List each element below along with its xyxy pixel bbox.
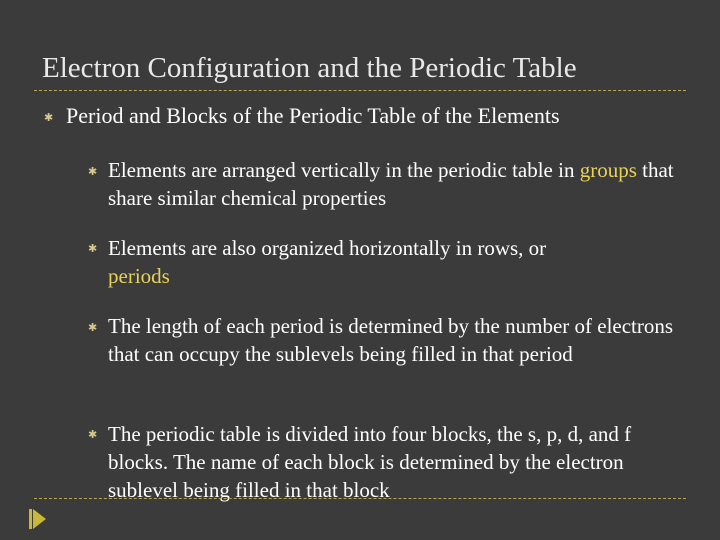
bullet-dot-icon: ✱ bbox=[88, 321, 98, 334]
next-slide-arrow-icon[interactable] bbox=[33, 509, 46, 529]
title-divider bbox=[34, 90, 686, 91]
bullet-dot-icon: ✱ bbox=[88, 428, 98, 441]
bullet-groups bbox=[108, 156, 683, 212]
next-slide-bar-icon[interactable] bbox=[29, 509, 32, 529]
bullet-dot-icon: ✱ bbox=[88, 242, 98, 255]
highlight-term: periods bbox=[108, 264, 170, 288]
level1-bullet: Period and Blocks of the Periodic Table of the Elements bbox=[66, 103, 560, 128]
highlight-term: groups bbox=[579, 158, 637, 182]
bullet-text: Elements are also organized horizontally in rows, or bbox=[108, 236, 547, 260]
bullet-periods bbox=[108, 234, 598, 290]
bullet-blocks: The periodic table is divided into four blocks, the s, p, d, and f blocks. The name of each block is determined by the electron sublevel being filled in that block bbox=[108, 422, 632, 502]
bullet-dot-icon: ✱ bbox=[44, 111, 54, 124]
bullet-dot-icon: ✱ bbox=[88, 165, 98, 178]
footer-divider bbox=[34, 498, 686, 499]
slide-title: Electron Configuration and the Periodic Table bbox=[42, 52, 577, 84]
bullet-text: Elements are arranged vertically in the periodic table in bbox=[108, 158, 580, 182]
bullet-period-length: The length of each period is determined by the number of electrons that can occupy the sublevels being filled in that period bbox=[108, 314, 674, 366]
bullet-text: that share similar chemical properties bbox=[108, 158, 674, 210]
